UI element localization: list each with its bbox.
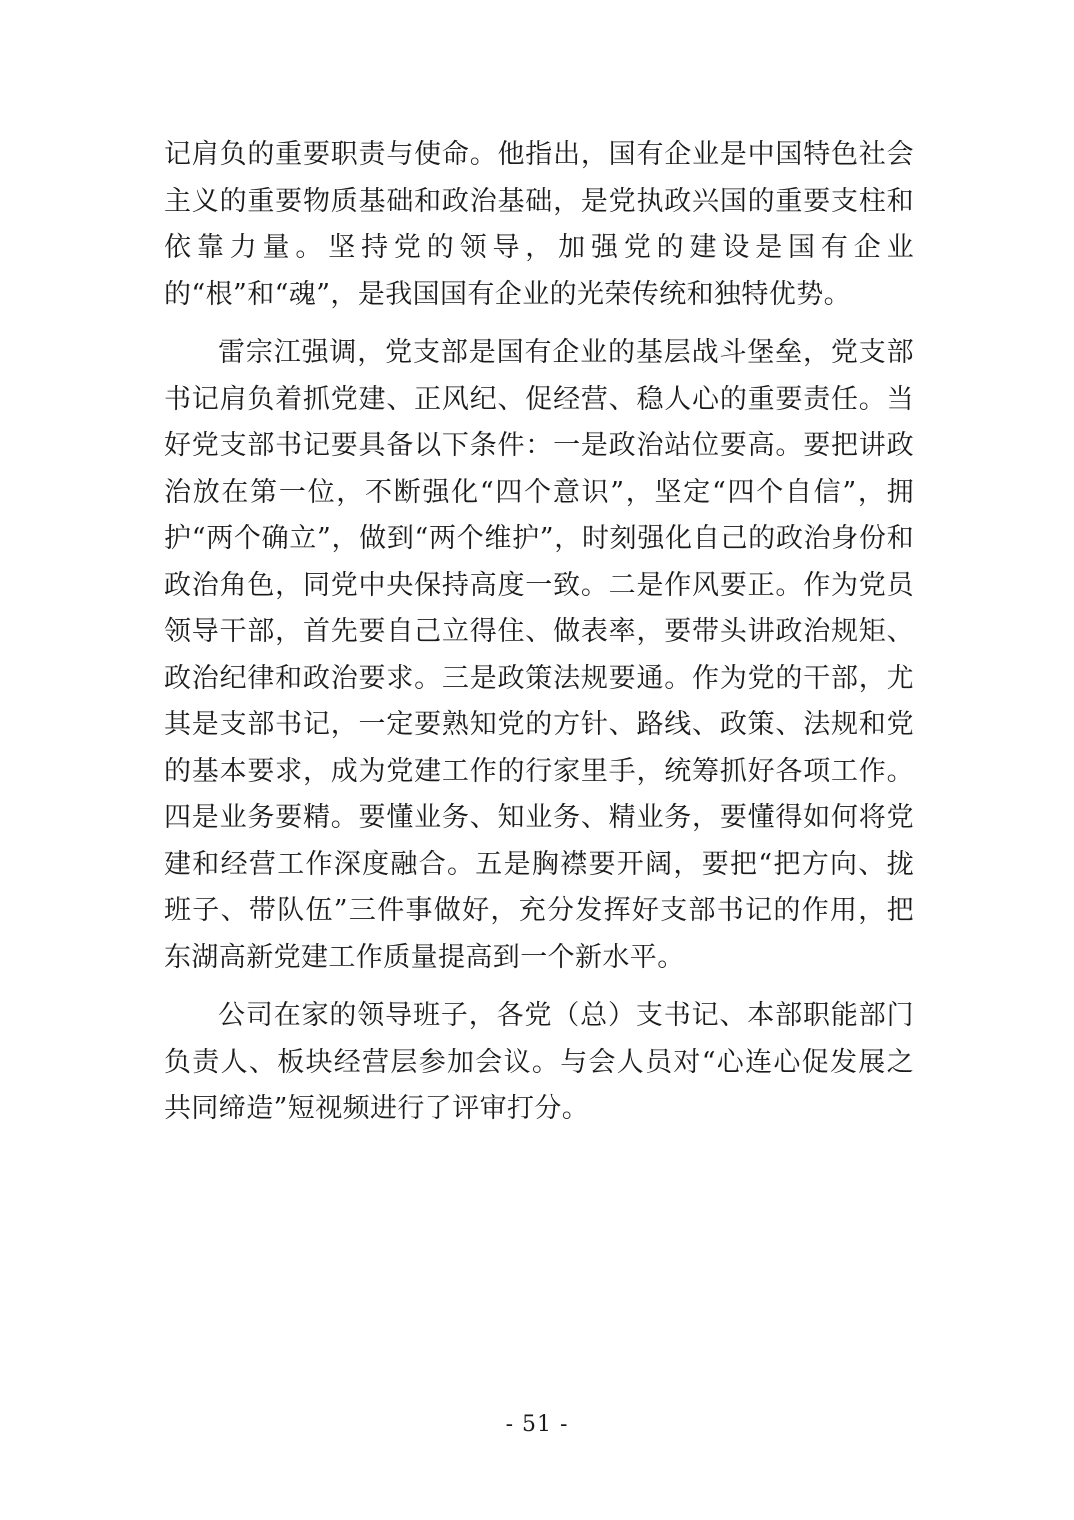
paragraph-attendees: 公司在家的领导班子，各党（总）支书记、本部职能部门负责人、板块经营层参加会议。与会人员对“心连心促发展之共同缔造”短视频进行了评审打分。 <box>164 1000 914 1124</box>
page-number: - 51 - <box>505 1412 569 1437</box>
paragraph-lei-zongjiang-remarks: 雷宗江强调，党支部是国有企业的基层战斗堡垒，党支部书记肩负着抓党建、正风纪、促经营、稳人心的重要责任。当好党支部书记要具备以下条件：一是政治站位要高。要把讲政治放在第一位，不断强化“四个意识”，坚定“四个自信”，拥护“两个确立”，做到“两个维护”，时刻强化自己的政治身份和政治角色，同党中央保持高度一致。二是作风要正。作为党员领导干部，首先要自己立得住、做表率，要带头讲政治规矩、政治纪律和政治要求。三是政策法规要通。作为党的干部，尤其是支部书记，一定要熟知党的方针、路线、政策、法规和党的基本要求，成为党建工作的行家里手，统筹抓好各项工作。四是业务要精。要懂业务、知业务、精业务，要懂得如何将党建和经营工作深度融合。五是胸襟要开阔，要把“把方向、拢班子、带队伍”三件事做好，充分发挥好支部书记的作用，把东湖高新党建工作质量提高到一个新水平。 <box>164 337 914 973</box>
paragraph-continuation: 记肩负的重要职责与使命。他指出，国有企业是中国特色社会主义的重要物质基础和政治基础，是党执政兴国的重要支柱和依靠力量。坚持党的领导，加强党的建设是国有企业的“根”和“魂”，是我国国有企业的光荣传统和独特优势。 <box>164 139 914 310</box>
body-text <box>164 132 914 1145</box>
